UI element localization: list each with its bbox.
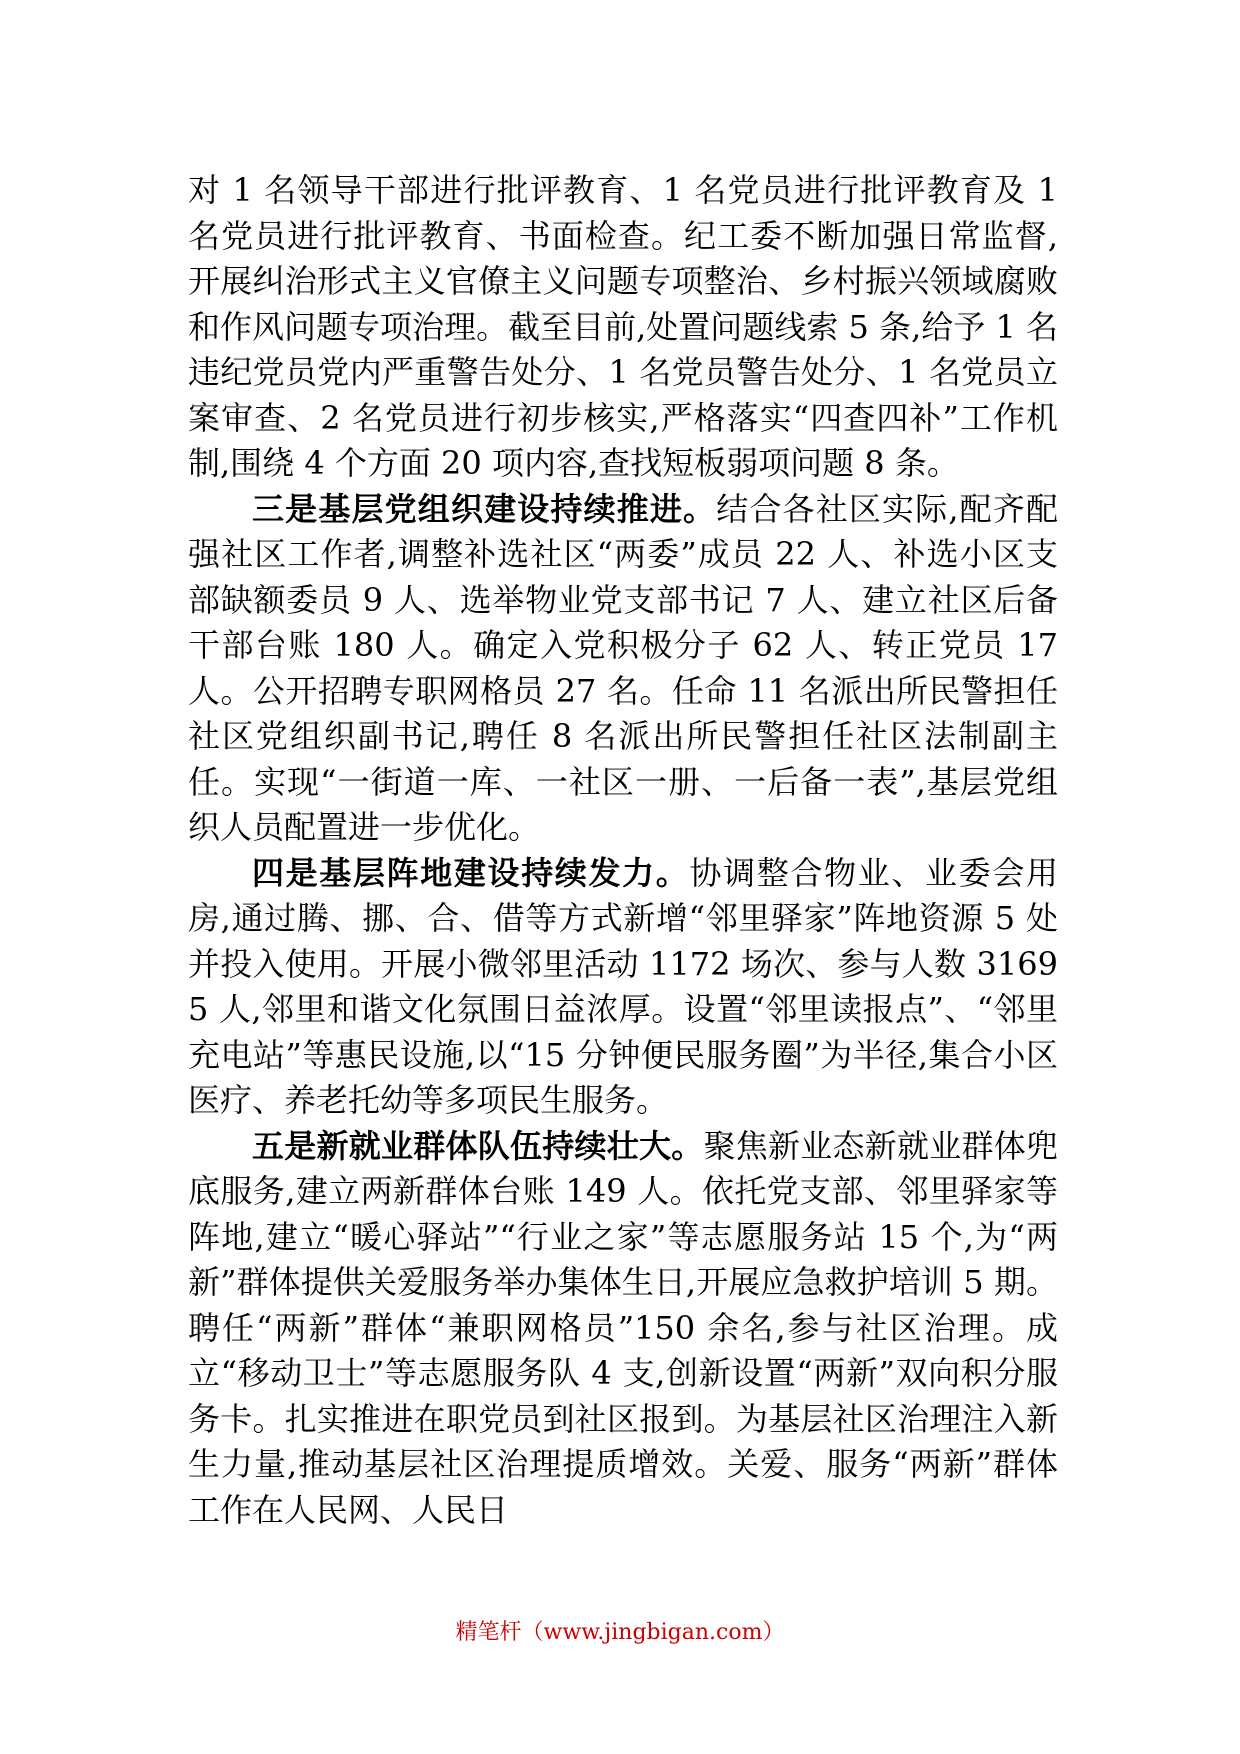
paragraph-4 <box>188 1124 1058 1534</box>
footer-watermark: 精笔杆（www.jingbigan.com） <box>455 1620 785 1645</box>
paragraph-2 <box>188 487 1058 851</box>
paragraph-3 <box>188 851 1058 1124</box>
paragraph-1-text: 对 1 名领导干部进行批评教育、1 名党员进行批评教育及 1 名党员进行批评教育、书面检查。纪工委不断加强日常监督,开展纠治形式主义官僚主义问题专项整治、乡村振兴领域腐败和作风问题专项治理。截至目前,处置问题线索 5 条,给予 1 名违纪党员党内严重警告处分、1 名党员警告处分、1 名党员立案审查、2 名党员进行初步核实,严格落实“四查四补”工作机制,围绕 4 个方面 20 项内容,查找短板弱项问题 8 条。 <box>188 171 1058 482</box>
paragraph-3-lead: 四是基层阵地建设持续发力。 <box>252 853 690 892</box>
paragraph-1 <box>188 168 1058 487</box>
document-body <box>188 168 1058 1533</box>
paragraph-2-lead: 三是基层党组织建设持续推进。 <box>252 489 717 528</box>
paragraph-3-text: 协调整合物业、业委会用房,通过腾、挪、合、借等方式新增“邻里驿家”阵地资源 5 处并投入使用。开展小微邻里活动 1172 场次、参与人数 31695 人,邻里和谐文化氛围日益浓厚。设置“邻里读报点”、“邻里充电站”等惠民设施,以“15 分钟便民服务圈”为半径,集合小区医疗、养老托幼等多项民生服务。 <box>188 853 1058 1119</box>
paragraph-2-text: 结合各社区实际,配齐配强社区工作者,调整补选社区“两委”成员 22 人、补选小区支部缺额委员 9 人、选举物业党支部书记 7 人、建立社区后备干部台账 180 人。确定入党积极分子 62 人、转正党员 17 人。公开招聘专职网格员 27 名。任命 11 名派出所民警担任社区党组织副书记,聘任 8 名派出所民警担任社区法制副主任。实现“一街道一库、一社区一册、一后备一表”,基层党组织人员配置进一步优化。 <box>188 489 1058 846</box>
paragraph-4-text: 聚焦新业态新就业群体兜底服务,建立两新群体台账 149 人。依托党支部、邻里驿家等阵地,建立“暖心驿站”“行业之家”等志愿服务站 15 个,为“两新”群体提供关爱服务举办集体生日,开展应急救护培训 5 期。聘任“两新”群体“兼职网格员”150 余名,参与社区治理。成立“移动卫士”等志愿服务队 4 支,创新设置“两新”双向积分服务卡。扎实推进在职党员到社区报到。为基层社区治理注入新生力量,推动基层社区治理提质增效。关爱、服务“两新”群体工作在人民网、人民日 <box>188 1126 1058 1529</box>
paragraph-4-lead: 五是新就业群体队伍持续壮大。 <box>252 1126 704 1165</box>
